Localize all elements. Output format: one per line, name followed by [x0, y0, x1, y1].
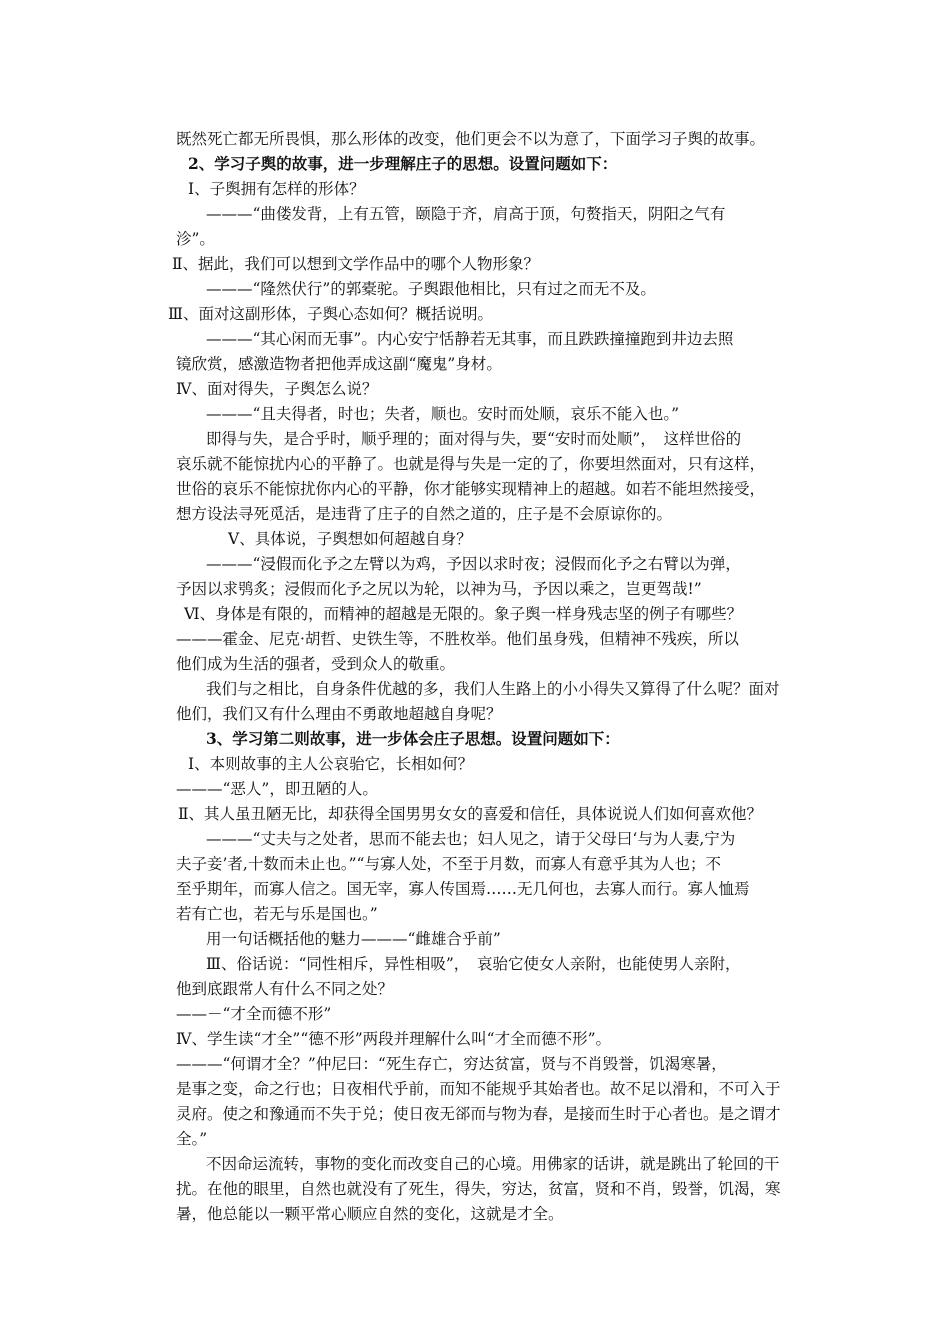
question-line: Ⅱ、其人虽丑陋无比，却获得全国男男女女的喜爱和信任，具体说说人们如何喜欢他？	[178, 805, 763, 823]
answer-line: ———霍金、尼克·胡哲、史铁生等，不胜枚举。他们虽身残，但精神不残疾，所以	[176, 630, 739, 648]
section-heading: 3、学习第二则故事，进一步体会庄子思想。设置问题如下：	[206, 729, 620, 748]
text-line: 灵府。使之和豫通而不失于兑；使日夜无郤而与物为春，是接而生时于心者也。是之谓才	[176, 1105, 781, 1123]
text-line: 哀乐就不能惊扰内心的平静了。也就是得与失是一定的了，你要坦然面对，只有这样，	[176, 455, 766, 473]
text-line: 他们，我们又有什么理由不勇敢地超越自身呢？	[176, 705, 502, 723]
answer-line: ——－“才全而德不形”	[176, 1005, 332, 1023]
text-line: 我们与之相比，自身条件优越的多，我们人生路上的小小得失又算得了什么呢？面对	[206, 680, 780, 698]
question-line: Ⅲ、面对这副形体，子舆心态如何？概括说明。	[168, 305, 493, 323]
section-heading: 2、学习子舆的故事，进一步理解庄子的思想。设置问题如下：	[188, 154, 618, 173]
text-line: 暑，他总能以一颗平常心顺应自然的变化，这就是才全。	[176, 1205, 564, 1223]
answer-line: ———“丈夫与之处者，思而不能去也；妇人见之，请于父母曰‘与为人妻,宁为	[206, 830, 736, 848]
answer-line: ———“何谓才全？”仲尼曰：“死生存亡，穷达贫富，贤与不肖毁誉，饥渴寒暑，	[176, 1055, 727, 1073]
text-line: 予因以求鸮炙；浸假而化予之尻以为轮，以神为马，予因以乘之，岂更驾哉!”	[176, 580, 702, 598]
text-line: 至乎期年，而寡人信之。国无宰，寡人传国焉……无几何也，去寡人而行。寡人恤焉	[176, 880, 750, 898]
question-line: Ⅰ、本则故事的主人公哀骀它，长相如何？	[188, 755, 474, 773]
text-line: 即得与失，是合乎时，顺乎理的；面对得与失，要“安时而处顺”， 这样世俗的	[206, 430, 742, 448]
text-line: 是事之变，命之行也；日夜相代乎前，而知不能规乎其始者也。故不足以滑和，不可入于	[176, 1080, 781, 1098]
answer-line: ———“恶人”，即丑陋的人。	[176, 780, 378, 798]
question-line: Ⅰ、子舆拥有怎样的形体？	[188, 180, 365, 198]
text-line: 世俗的哀乐不能惊扰你内心的平静，你才能够实现精神上的超越。如若不能坦然接受，	[176, 480, 766, 498]
text-line: 用一句话概括他的魅力———“雌雄合乎前”	[206, 930, 501, 948]
answer-line: ———“其心闲而无事”。内心安宁恬静若无其事，而且跌跌撞撞跑到井边去照	[206, 330, 734, 348]
answer-line: ———“隆然伏行”的郭橐驼。子舆跟他相比，只有过之而无不及。	[206, 280, 656, 298]
text-line: 扰。在他的眼里，自然也就没有了死生，得失，穷达，贫富，贤和不肖，毁誉，饥渴，寒	[176, 1180, 781, 1198]
text-line: 想方设法寻死觅活，是违背了庄子的自然之道的，庄子是不会原谅你的。	[176, 505, 673, 523]
text-line: 不因命运流转，事物的变化而改变自己的心境。用佛家的话讲，就是跳出了轮回的干	[206, 1155, 780, 1173]
question-line: Ⅳ、面对得失，子舆怎么说？	[176, 380, 378, 398]
answer-line: ———“浸假而化予之左臂以为鸡，予因以求时夜；浸假而化予之右臂以为弹，	[206, 555, 741, 573]
text-line: 镜欣赏，感激造物者把他弄成这副“魔鬼”身材。	[176, 355, 502, 373]
text-line: 既然死亡都无所畏惧，那么形体的改变，他们更会不以为意了，下面学习子舆的故事。	[176, 130, 766, 148]
answer-line: ———“且夫得者，时也；失者，顺也。安时而处顺，哀乐不能入也。”	[206, 405, 680, 423]
question-line: Ⅵ、身体是有限的，而精神的超越是无限的。象子舆一样身残志坚的例子有哪些？	[184, 605, 743, 623]
text-line: 夫子妾’者,十数而未止也。”“与寡人处，不至于月数，而寡人有意乎其为人也；不	[176, 855, 721, 873]
question-line: Ⅳ、学生读“才全”“德不形”两段并理解什么叫“才全而德不形”。	[176, 1030, 612, 1048]
text-line: 他们成为生活的强者，受到众人的敬重。	[176, 655, 456, 673]
text-line: 他到底跟常人有什么不同之处？	[176, 980, 394, 998]
question-line: Ⅲ、俗话说：“同性相斥，异性相吸”， 哀骀它使女人亲附，也能使男人亲附，	[206, 955, 741, 973]
text-line: 若有亡也，若无与乐是国也。”	[176, 905, 378, 923]
question-line: Ⅱ、据此，我们可以想到文学作品中的哪个人物形象？	[172, 255, 540, 273]
text-line: 沴”。	[176, 230, 215, 248]
question-line: Ⅴ、具体说，子舆想如何超越自身？	[228, 530, 472, 548]
text-line: 全。”	[176, 1130, 208, 1148]
answer-line: ———“曲偻发背，上有五管，颐隐于齐，肩高于顶，句赘指天，阴阳之气有	[206, 205, 726, 223]
